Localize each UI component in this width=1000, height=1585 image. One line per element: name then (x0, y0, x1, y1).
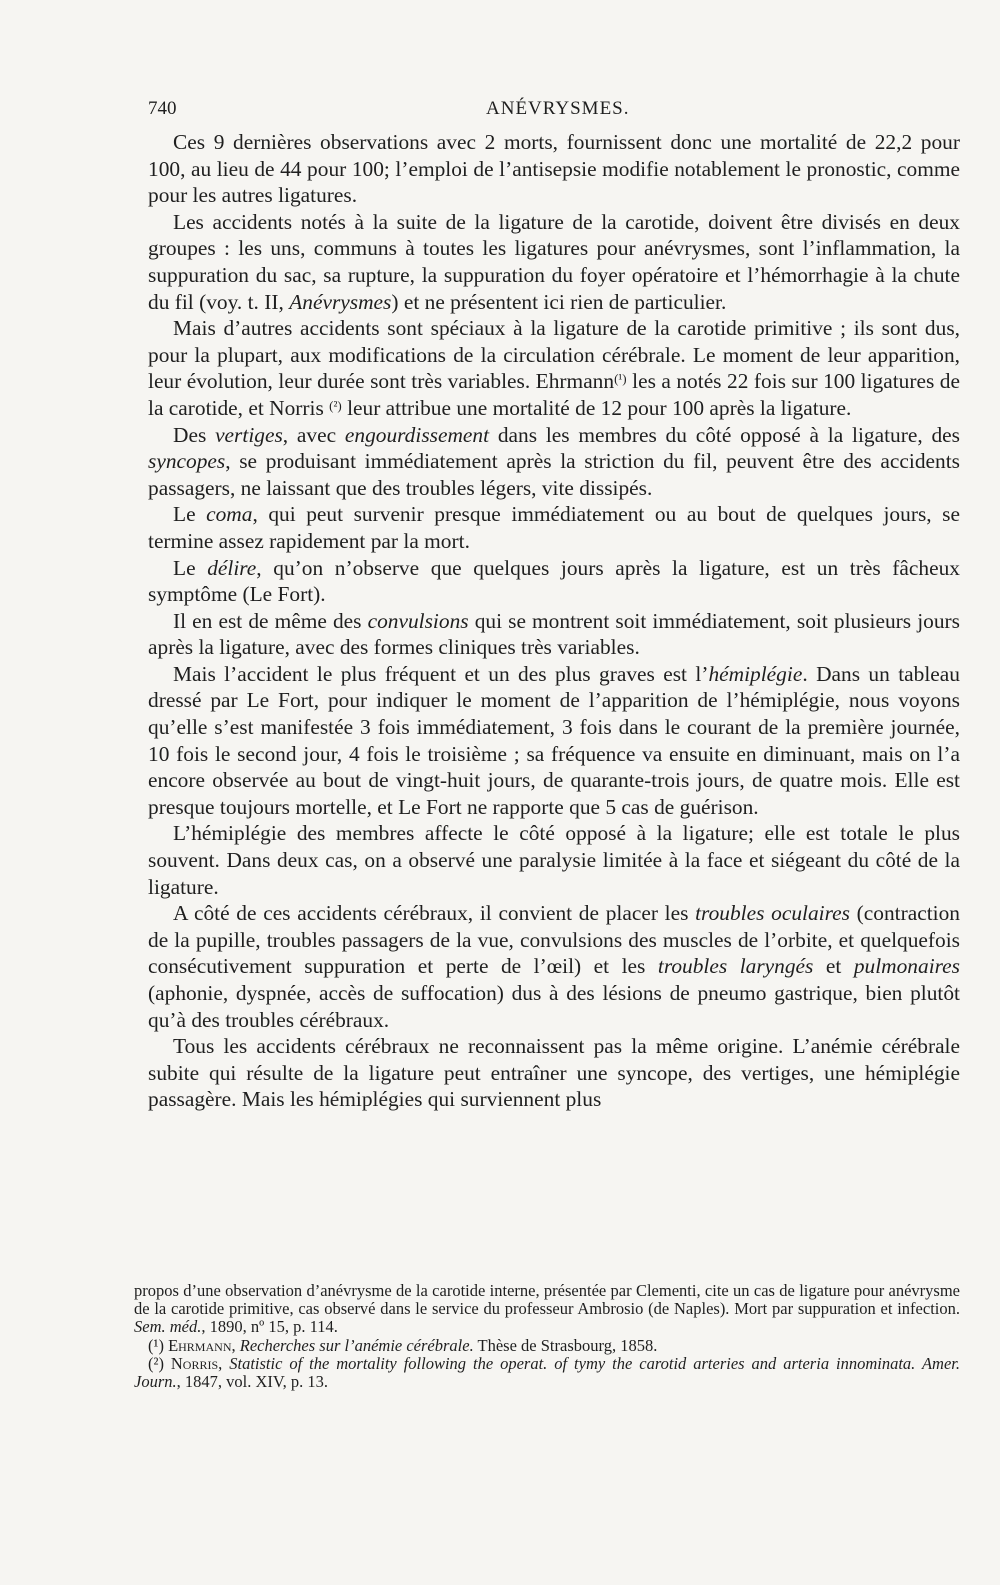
paragraph-text: Des (173, 422, 216, 447)
running-title: ANÉVRYSMES. (486, 98, 630, 119)
paragraph-text: A côté de ces accidents cérébraux, il convient de placer les (173, 901, 696, 926)
footnote-text: , 1890, nº 15, p. 114. (201, 1317, 338, 1337)
footnote-ref-2: (²) (329, 397, 342, 413)
page-header (148, 98, 960, 126)
paragraph-text: Ces 9 dernières observations avec 2 morts, fournissent donc une mortalité de 22,2 pour 100, au lieu de 44 pour 100; l’emploi de l’antisepsie modifie notablement le pronostic, comme pour les autres ligatures. (148, 130, 960, 208)
footnote-2 (134, 1355, 960, 1391)
paragraph-text: Mais d’autres accidents sont spéciaux à la ligature de la carotide primitive ; ils sont dus, pour la plupart, aux modifications de la circulation cérébrale. Le moment de leur apparition, leur évolution, leur durée sont très variables. Ehrmann (148, 316, 960, 394)
paragraph-text: , avec (282, 422, 345, 447)
footnotes (134, 1282, 960, 1391)
paragraph-vertiges (148, 422, 960, 502)
paragraph-mortality (148, 129, 960, 209)
footnote-author: Ehrmann (168, 1335, 232, 1355)
footnote-text: , (231, 1335, 240, 1355)
paragraph-text: (aphonie, dyspnée, accès de suffocation) dus à des lésions de pneumo gastrique, bien plutôt qu’à des troubles cérébraux. (148, 981, 960, 1032)
italic-term: convulsions (367, 608, 469, 633)
footnote-continued (134, 1282, 960, 1337)
italic-term: engourdissement (344, 422, 490, 447)
footnote-marker: (¹) (148, 1335, 164, 1355)
paragraph-text: Le (173, 502, 207, 527)
paragraph-troubles (148, 900, 960, 1033)
page-number: 740 (148, 98, 177, 119)
paragraph-text: , se produisant immédiatement après la striction du fil, peuvent être des accidents passagers, ne laissant que des troubles légers, vite dissipés. (148, 449, 960, 500)
paragraph-special-accidents (148, 315, 960, 421)
paragraph-delire (148, 555, 960, 608)
footnote-text: , (218, 1353, 230, 1373)
paragraph-text: Il en est de même des (173, 608, 368, 633)
paragraph-text: Mais l’accident le plus fréquent et un des plus graves est l’ (173, 661, 709, 686)
paragraph-text: Le (173, 555, 208, 580)
paragraph-accidents (148, 209, 960, 315)
footnote-ref-1: (¹) (614, 371, 627, 387)
footnote-text: , 1847, vol. XIV, p. 13. (176, 1372, 329, 1392)
paragraph-text: , qui peut survenir presque immédiatement ou au bout de quelques jours, se termine assez rapidement par la mort. (148, 502, 960, 553)
paragraph-hemiplegie (148, 661, 960, 821)
footnote-1 (134, 1337, 960, 1355)
italic-term: pulmonaires (853, 954, 960, 979)
footnote-italic: Recherches sur l’anémie cérébrale. (239, 1335, 474, 1355)
italic-term: syncopes (148, 449, 226, 474)
paragraph-text: , qu’on n’observe que quelques jours après la ligature, est un très fâcheux symptôme (Le Fort). (148, 555, 960, 607)
footnote-text: Thèse de Strasbourg, 1858. (473, 1335, 658, 1355)
footnote-text: propos d’une observation d’anévrysme de la carotide interne, présentée par Clementi, cite un cas de ligature pour anévrysme de la carotide primitive, cas observé dans le service du professeur Ambrosio (de Naples). Mort par suppuration et infection. (134, 1281, 960, 1319)
italic-term: Anévrysmes (289, 289, 392, 314)
paragraph-text: ) et ne présentent ici rien de particulier. (391, 289, 727, 314)
italic-term: troubles laryngés (657, 954, 814, 979)
paragraph-text: Tous les accidents cérébraux ne reconnaissent pas la même origine. L’anémie cérébrale subite qui résulte de la ligature peut entraîner une syncope, des vertiges, une hémiplégie passagère. Mais les hémiplégies qui surviennent plus (148, 1034, 960, 1112)
italic-term: coma (206, 502, 253, 527)
footnote-italic: Sem. méd. (134, 1317, 202, 1337)
italic-term: troubles oculaires (695, 901, 850, 926)
italic-term: délire (207, 555, 257, 580)
paragraph-origine (148, 1033, 960, 1113)
paragraph-text: et (813, 954, 854, 979)
paragraph-text: dans les membres du côté opposé à la ligature, des (489, 422, 960, 447)
paragraph-text: (contraction de la pupille, troubles passagers de la vue, convulsions des muscles de l’orbite, et quelquefois consécutivement suppuration et perte de l’œil) et les (148, 901, 960, 979)
paragraph-text: . Dans un tableau dressé par Le Fort, pour indiquer le moment de l’apparition de l’hémiplégie, nous voyons qu’elle s’est manifestée 3 fois immédiatement, 3 fois dans le courant de la première journée, 10 fois le second jour, 4 fois le troisième ; sa fréquence va ensuite en diminuant, mais on l’a encore observée au bout de vingt-huit jours, de quarante-trois jours, de quatre mois. Elle est presque toujours mortelle, et Le Fort ne rapporte que 5 cas de guérison. (148, 661, 960, 819)
paragraph-text: Les accidents notés à la suite de la ligature de la carotide, doivent être divisés en deux groupes : les uns, communs à toutes les ligatures pour anévrysmes, sont l’inflammation, la suppuration du sac, sa rupture, la suppuration du foyer opératoire et l’hémorrhagie à la chute du fil (voy. t. II, (148, 209, 960, 314)
footnote-marker: (²) (148, 1353, 164, 1373)
paragraph-hemiplegie-membres (148, 820, 960, 900)
footnote-italic: Statistic of the mortality following the operat. of tymy the carotid arteries and arteria innominata. Amer. Journ. (134, 1353, 960, 1392)
italic-term: vertiges (215, 422, 283, 447)
italic-term: hémiplégie (708, 661, 803, 686)
footnote-author: Norris (170, 1353, 219, 1373)
paragraph-text: les a notés 22 fois sur 100 ligatures de la carotide, et Norris (148, 369, 960, 420)
paragraph-coma (148, 501, 960, 554)
paragraph-convulsions (148, 608, 960, 661)
paragraph-text: leur attribue une mortalité de 12 pour 100 après la ligature. (341, 395, 852, 420)
paragraph-text: qui se montrent soit immédiatement, soit plusieurs jours après la ligature, avec des formes cliniques très variables. (148, 608, 960, 660)
body-text (148, 129, 960, 1113)
paragraph-text: L’hémiplégie des membres affecte le côté opposé à la ligature; elle est totale le plus souvent. Dans deux cas, on a observé une paralysie limitée à la face et siégeant du côté de la ligature. (148, 821, 960, 899)
